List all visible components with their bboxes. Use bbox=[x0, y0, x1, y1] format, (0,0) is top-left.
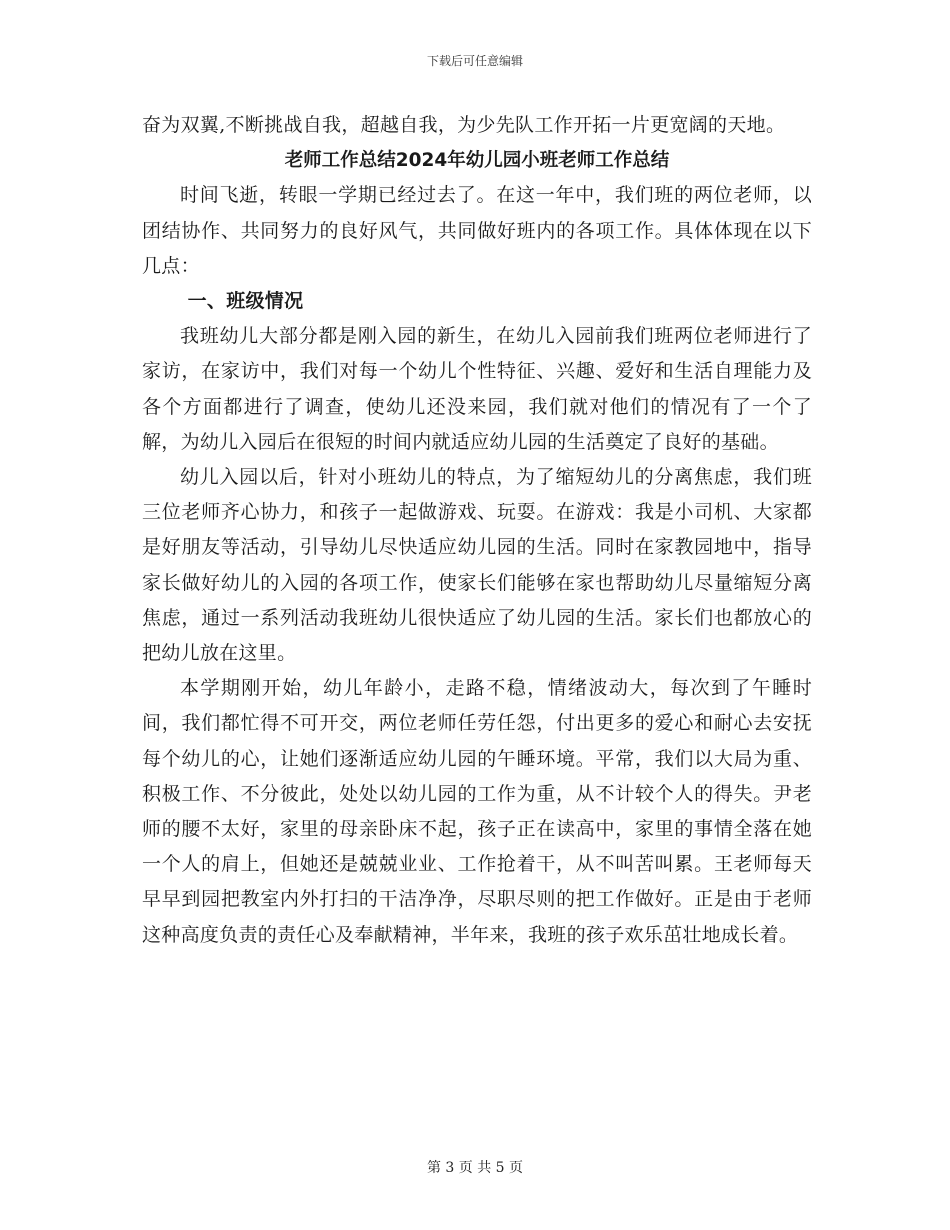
page-footer bbox=[0, 1157, 950, 1177]
document-title: 老师工作总结2024年幼儿园小班老师工作总结 bbox=[284, 150, 670, 172]
page-number: 第 3 页 共 5 页 bbox=[426, 1160, 524, 1176]
document-body bbox=[142, 108, 812, 953]
body-paragraph-3: 本学期刚开始，幼儿年龄小，走路不稳，情绪波动大，每次到了午睡时间，我们都忙得不可开交，两位老师任劳任怨，付出更多的爱心和耐心去安抚每个幼儿的心，让她们逐渐适应幼儿园的午睡环境。平常，我们以大局为重、积极工作、不分彼此，处处以幼儿园的工作为重，从不计较个人的得失。尹老师的腰不太好，家里的母亲卧床不起，孩子正在读高中，家里的事情全落在她一个人的肩上，但她还是兢兢业业、工作抢着干，从不叫苦叫累。王老师每天早早到园把教室内外打扫的干洁净净，尽职尽则的把工作做好。正是由于老师这种高度负责的责任心及奉献精神，半年来，我班的孩子欢乐茁壮地成长着。 bbox=[142, 677, 812, 946]
page-header bbox=[0, 52, 950, 69]
continued-paragraph: 奋为双翼,不断挑战自我，超越自我，为少先队工作开拓一片更宽阔的天地。 bbox=[142, 114, 786, 136]
section-heading-class-situation: 一、班级情况 bbox=[187, 290, 304, 313]
intro-paragraph: 时间飞逝，转眼一学期已经过去了。在这一年中，我们班的两位老师，以团结协作、共同努力的良好风气，共同做好班内的各项工作。具体体现在以下几点： bbox=[142, 184, 812, 277]
body-paragraph-2: 幼儿入园以后，针对小班幼儿的特点，为了缩短幼儿的分离焦虑，我们班三位老师齐心协力，和孩子一起做游戏、玩耍。在游戏：我是小司机、大家都是好朋友等活动，引导幼儿尽快适应幼儿园的生活。同时在家教园地中，指导家长做好幼儿的入园的各项工作，使家长们能够在家也帮助幼儿尽量缩短分离焦虑，通过一系列活动我班幼儿很快适应了幼儿园的生活。家长们也都放心的把幼儿放在这里。 bbox=[142, 466, 812, 665]
header-text: 下载后可任意编辑 bbox=[426, 54, 523, 68]
body-paragraph-1: 我班幼儿大部分都是刚入园的新生，在幼儿入园前我们班两位老师进行了家访，在家访中，我们对每一个幼儿个性特征、兴趣、爱好和生活自理能力及各个方面都进行了调查，使幼儿还没来园，我们就对他们的情况有了一个了解，为幼儿入园后在很短的时间内就适应幼儿园的生活奠定了良好的基础。 bbox=[142, 325, 812, 453]
